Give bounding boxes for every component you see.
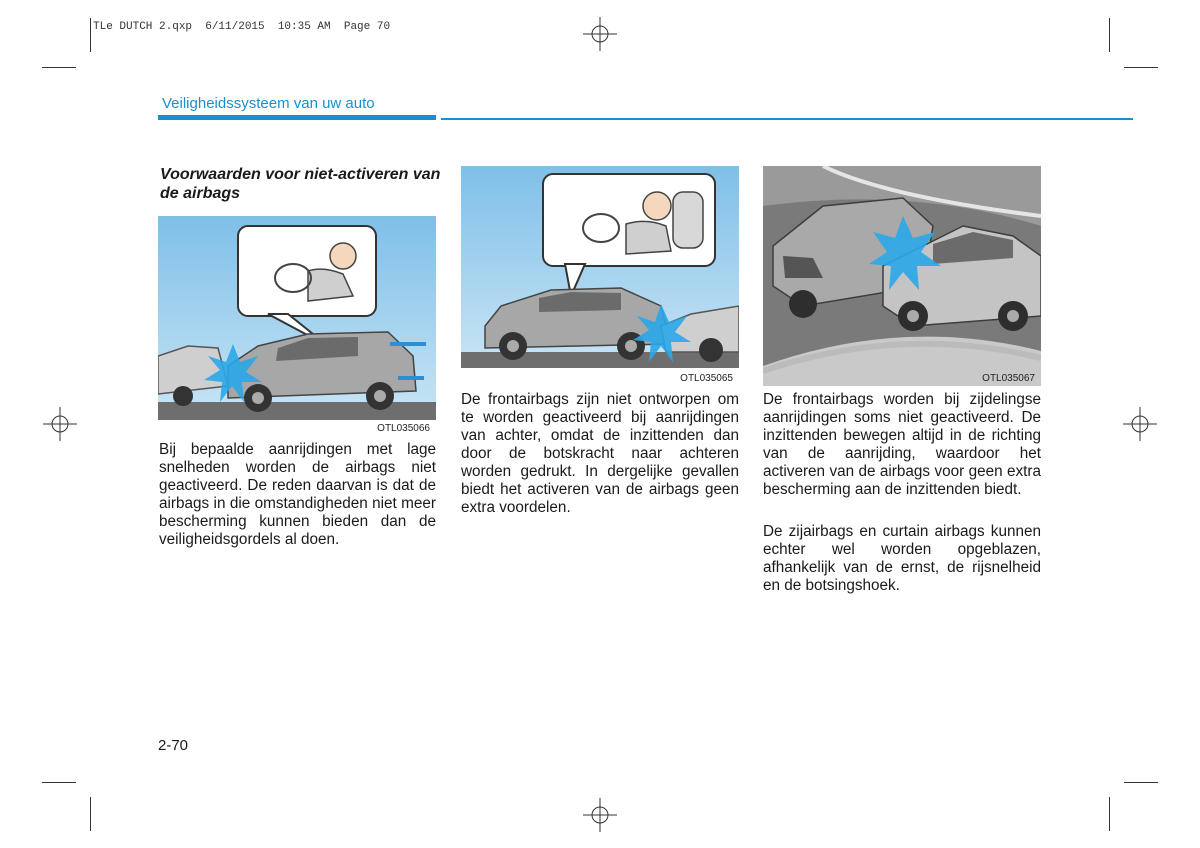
header-rule-thin bbox=[441, 118, 1133, 120]
section-title: Voorwaarden voor niet-activeren van de airbags bbox=[160, 166, 441, 202]
side-impact-illustration bbox=[763, 166, 1041, 386]
low-speed-collision-illustration bbox=[158, 216, 436, 436]
rear-impact-illustration bbox=[461, 166, 739, 386]
figure-code: OTL035065 bbox=[680, 373, 733, 384]
registration-mark-icon bbox=[583, 798, 617, 832]
header-rule-thick bbox=[158, 115, 436, 120]
registration-mark-icon bbox=[583, 17, 617, 51]
running-header-title: Veiligheidssysteem van uw auto bbox=[162, 95, 375, 112]
figure-code: OTL035066 bbox=[377, 423, 430, 434]
page-number: 2-70 bbox=[158, 737, 189, 754]
figure-rear-impact bbox=[461, 166, 739, 386]
registration-mark-icon bbox=[1123, 407, 1157, 441]
registration-mark-icon bbox=[43, 407, 77, 441]
right-column-paragraph-2: De zijairbags en curtain airbags kunnen echter wel worden opgeblazen, afhankelijk van de ernst, de rijsnelheid en de botsingshoek. bbox=[763, 523, 1041, 594]
figure-side-impact bbox=[763, 166, 1041, 386]
right-column-paragraph-1: De frontairbags worden bij zijdelingse aanrijdingen soms niet geactiveerd. De inzittenden bewegen altijd in de richting van de aanrijding, waardoor het activeren van de airbags voor geen extra bescherming aan de inzittenden biedt. bbox=[763, 391, 1041, 498]
middle-column-paragraph: De frontairbags zijn niet ontworpen om te worden geactiveerd bij aanrijdingen van achter, omdat de inzittenden dan door de botskracht naar achteren worden gedrukt. In dergelijke gevallen biedt het activeren van de airbags geen extra voordelen. bbox=[461, 391, 739, 516]
print-slug-line: TLe DUTCH 2.qxp 6/11/2015 10:35 AM Page 70 bbox=[93, 21, 391, 33]
figure-low-speed-collision bbox=[158, 216, 436, 436]
figure-code: OTL035067 bbox=[982, 373, 1035, 384]
left-column-paragraph: Bij bepaalde aanrijdingen met lage snelheden worden de airbags niet geactiveerd. De reden daarvan is dat de airbags in die omstandigheden niet meer bescherming kunnen bieden dan de veiligheidsgordels al doen. bbox=[159, 441, 436, 548]
